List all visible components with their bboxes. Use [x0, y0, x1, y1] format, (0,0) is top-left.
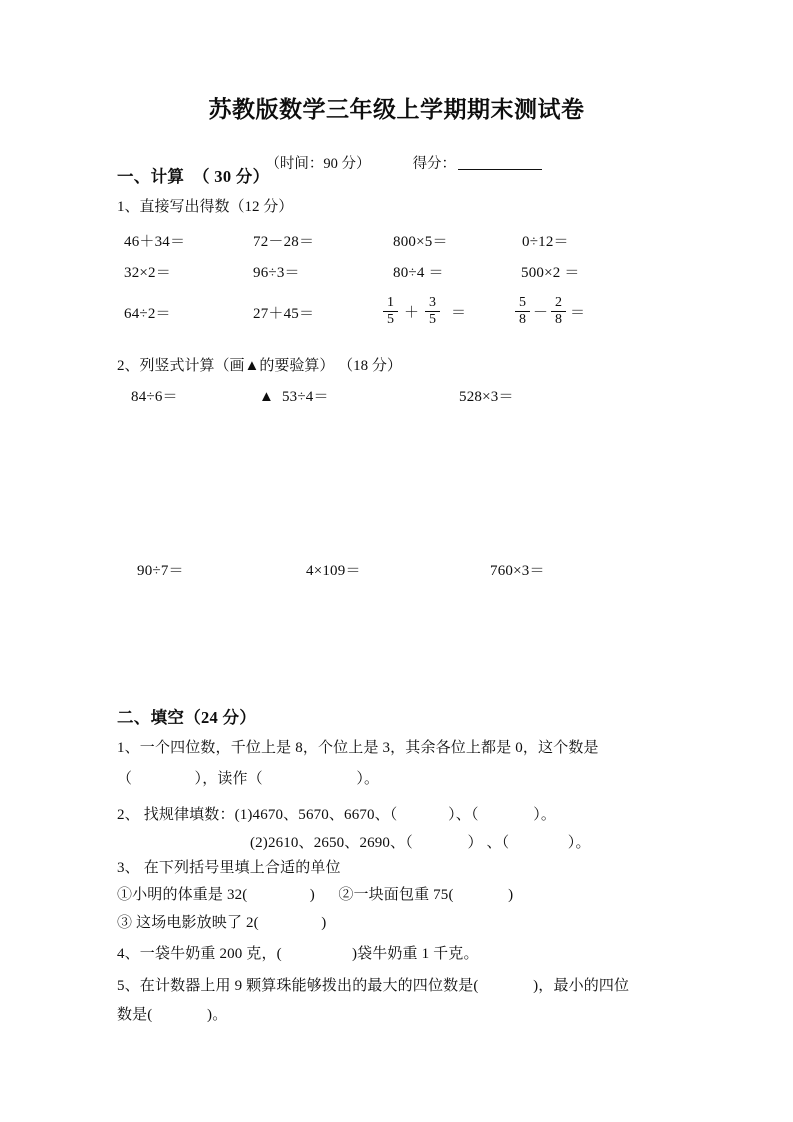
expression-1-2: 72－28＝	[253, 234, 315, 250]
vertical-calc-1-2: ▲ 53÷4＝	[259, 389, 329, 405]
expression-3-2: 27＋45＝	[253, 306, 315, 322]
question-2-2-line-1[interactable]: 2、 找规律填数：(1)4670、5670、6670、（ ）、（ ）。	[117, 807, 556, 823]
subsection-heading-1-1: 1、直接写出得数（12 分）	[117, 199, 294, 215]
section-heading-two: 二、填空（24 分）	[117, 708, 257, 727]
fraction-left-1: $\frac{1}{5}$	[383, 296, 398, 327]
vertical-calc-1-3: 528×3＝	[459, 389, 514, 405]
question-2-5-line-1[interactable]: 5、在计数器上用 9 颗算珠能够拨出的最大的四位数是( )，最小的四位	[117, 978, 630, 994]
subsection-heading-1-2: 2、列竖式计算（画▲的要验算） （18 分）	[117, 358, 402, 374]
fraction-left-2: $\frac{5}{8}$	[515, 296, 530, 327]
vertical-calc-2-1: 90÷7＝	[137, 563, 184, 579]
question-2-1-line-2[interactable]: （ ），读作（ ）。	[117, 771, 380, 787]
expression-1-1: 46＋34＝	[124, 234, 186, 250]
vertical-calc-1-1: 84÷6＝	[131, 389, 178, 405]
expression-3-1: 64÷2＝	[124, 306, 171, 322]
fraction-expression-1	[382, 296, 466, 327]
operator-plus: ＋	[404, 305, 420, 322]
equals-sign: ＝	[570, 305, 586, 322]
operator-minus: －	[533, 305, 549, 322]
section-heading-one: 一、计算 （ 30 分）	[117, 167, 270, 186]
question-2-1-line-1: 1、一个四位数，千位上是 8，个位上是 3，其余各位上都是 0，这个数是	[117, 740, 599, 756]
fraction-right-1: $\frac{3}{5}$	[425, 296, 440, 327]
question-2-3-line-3[interactable]: ③ 这场电影放映了 2( )	[117, 915, 327, 931]
equals-sign: ＝	[451, 305, 467, 322]
page-title: 苏教版数学三年级上学期期末测试卷	[208, 97, 585, 122]
time-limit-label: （时间：90 分）	[265, 156, 371, 173]
expression-2-2: 96÷3＝	[253, 265, 300, 281]
fraction-right-2: $\frac{2}{8}$	[551, 296, 566, 327]
question-2-3-line-1: 3、 在下列括号里填上合适的单位	[117, 860, 341, 876]
expression-2-4: 500×2 ＝	[521, 265, 580, 281]
score-label: 得分：	[412, 156, 457, 173]
vertical-calc-2-3: 760×3＝	[490, 563, 545, 579]
expression-2-1: 32×2＝	[124, 265, 171, 281]
question-2-2-line-2[interactable]: (2)2610、2650、2690、（ ） 、（ ）。	[250, 835, 591, 851]
expression-1-3: 800×5＝	[393, 234, 448, 250]
expression-2-3: 80÷4 ＝	[393, 265, 444, 281]
vertical-calc-2-2: 4×109＝	[306, 563, 361, 579]
score-blank-field[interactable]	[458, 158, 542, 170]
fraction-expression-2	[514, 296, 585, 327]
question-2-5-line-2[interactable]: 数是( )。	[117, 1007, 228, 1023]
expression-1-4: 0÷12＝	[522, 234, 569, 250]
question-2-3-line-2[interactable]: ①小明的体重是 32( ) ②一块面包重 75( )	[117, 887, 514, 903]
question-2-4-line-1[interactable]: 4、一袋牛奶重 200 克，( )袋牛奶重 1 千克。	[117, 946, 479, 962]
